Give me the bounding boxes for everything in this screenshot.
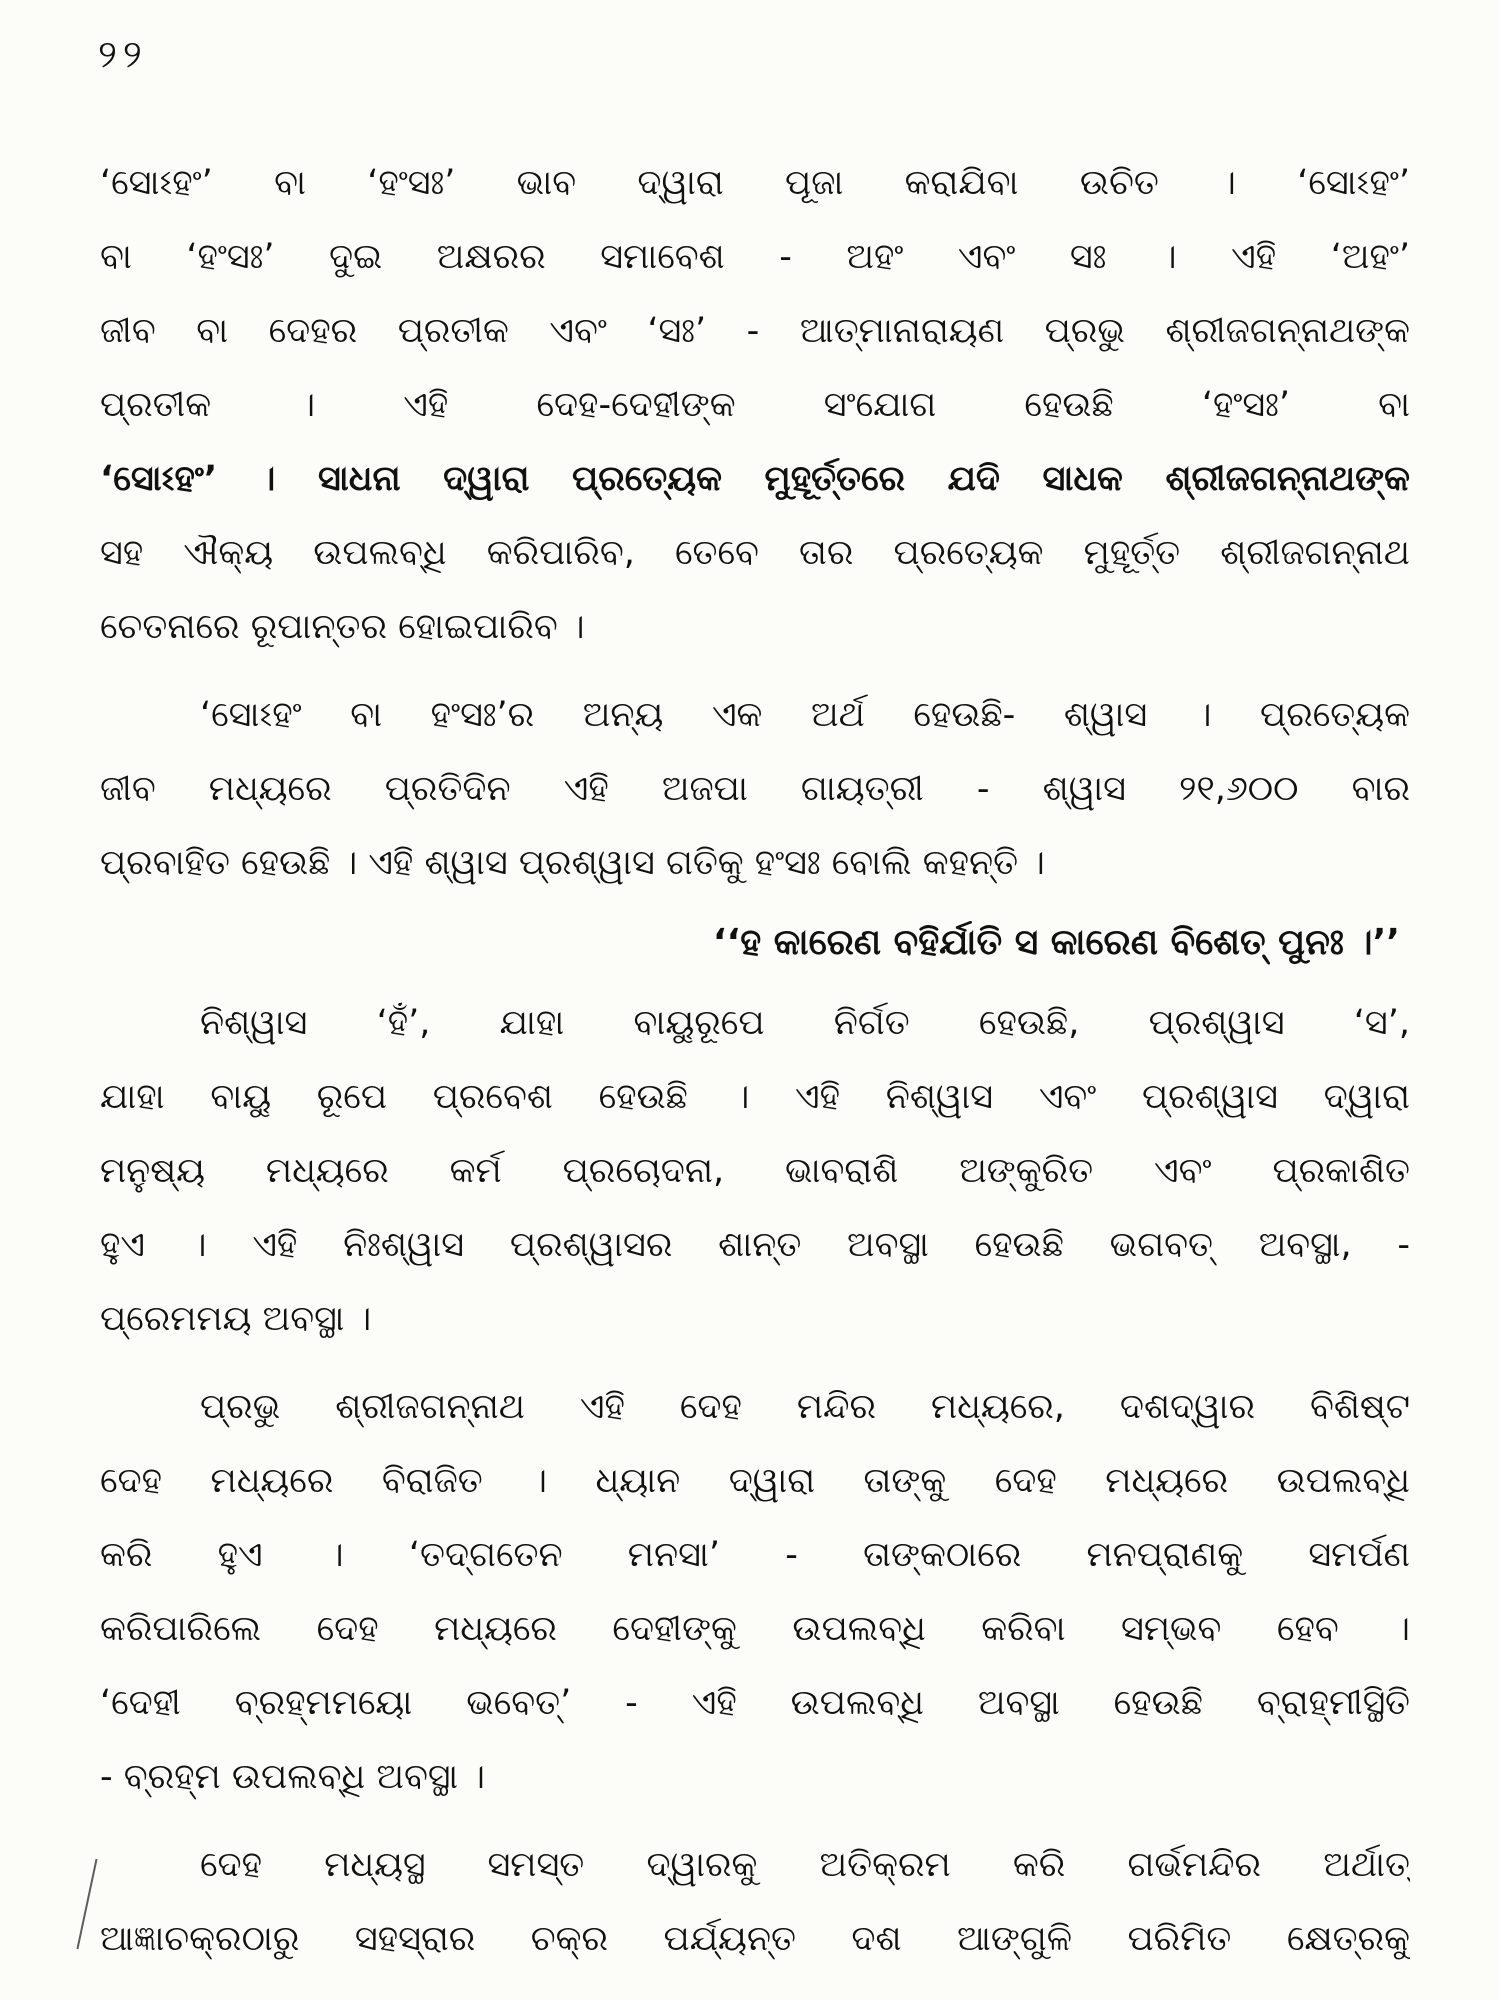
paragraph-2 [100, 678, 1410, 900]
text-line: ସହ ଐକ୍ୟ ଉପଲବ୍ଧି କରିପାରିବ, ତେବେ ତାର ପ୍ରତ୍ୟେକ ମୁହୂର୍ତ୍ତ ଶ୍ରୀଜଗନ୍ନାଥ [100, 533, 1410, 573]
sanskrit-verse: ‘‘ହ କାରେଣ ବହିର୍ଯାତି ସ କାରେଣ ବିଶେତ୍ ପୁନଃ ।’’ [712, 922, 1400, 963]
text-line: ପ୍ରେମମୟ ଅବସ୍ଥା । [100, 1299, 372, 1339]
text-line: - ବ୍ରହ୍ମ ଉପଲବ୍ଧି ଅବସ୍ଥା । [100, 1757, 485, 1797]
page-number: ୨୨ [98, 32, 148, 76]
text-line: କରିପାରିଲେ ଦେହ ମଧ୍ୟରେ ଦେହୀଙ୍କୁ ଉପଲବ୍ଧି କରିବା ସମ୍ଭବ ହେବ । [100, 1609, 1410, 1649]
text-line: ‘ସୋଽହଂ ବା ହଂସଃ’ର ଅନ୍ୟ ଏକ ଅର୍ଥ ହେଉଛି- ଶ୍ୱାସ । ପ୍ରତ୍ୟେକ [200, 695, 1410, 735]
text-line: ଯାହା ବାୟୁ ରୂପେ ପ୍ରବେଶ ହେଉଛି । ଏହି ନିଶ୍ୱାସ ଏବଂ ପ୍ରଶ୍ୱାସ ଦ୍ୱାରା [100, 1077, 1410, 1117]
paragraph-3 [100, 986, 1410, 1356]
paragraph-5 [100, 1828, 1410, 1976]
text-line: ‘ସୋଽହଂ’ । ସାଧନା ଦ୍ୱାରା ପ୍ରତ୍ୟେକ ମୁହୂର୍ତ୍ତରେ ଯଦି ସାଧକ ଶ୍ରୀଜଗନ୍ନାଥଙ୍କ [100, 459, 1410, 499]
text-line: ହୁଏ । ଏହି ନିଃଶ୍ୱାସ ପ୍ରଶ୍ୱାସର ଶାନ୍ତ ଅବସ୍ଥା ହେଉଛି ଭଗବତ୍ ଅବସ୍ଥା, - [100, 1225, 1410, 1265]
text-line: ମନୁଷ୍ୟ ମଧ୍ୟରେ କର୍ମ ପ୍ରଚୋଦନା, ଭାବରାଶି ଅଙ୍କୁରିତ ଏବଂ ପ୍ରକାଶିତ [100, 1151, 1410, 1191]
text-line: ‘ସୋଽହଂ’ ବା ‘ହଂସଃ’ ଭାବ ଦ୍ୱାରା ପୂଜା କରାଯିବା ଉଚିତ । ‘ସୋଽହଂ’ [100, 163, 1410, 203]
text-line: ଆଜ୍ଞାଚକ୍ରଠାରୁ ସହସ୍ରାର ଚକ୍ର ପର୍ଯ୍ୟନ୍ତ ଦଶ ଆଙ୍ଗୁଳି ପରିମିତ କ୍ଷେତ୍ରକୁ [100, 1919, 1410, 1959]
text-line: ପ୍ରଭୁ ଶ୍ରୀଜଗନ୍ନାଥ ଏହି ଦେହ ମନ୍ଦିର ମଧ୍ୟରେ, ଦଶଦ୍ୱାର ବିଶିଷ୍ଟ [200, 1387, 1410, 1427]
pen-mark [76, 1859, 97, 1949]
text-line: ଦେହ ମଧ୍ୟସ୍ଥ ସମସ୍ତ ଦ୍ୱାରକୁ ଅତିକ୍ରମ କରି ଗର୍ଭମନ୍ଦିର ଅର୍ଥାତ୍ [200, 1845, 1410, 1885]
paragraph-gap [100, 664, 1410, 678]
paragraph-gap [100, 1356, 1410, 1370]
text-line: ବା ‘ହଂସଃ’ ଦୁଇ ଅକ୍ଷରର ସମାବେଶ - ଅହଂ ଏବଂ ସଃ । ଏହି ‘ଅହଂ’ [100, 237, 1410, 277]
text-line: ଜୀବ ମଧ୍ୟରେ ପ୍ରତିଦିନ ଏହି ଅଜପା ଗାୟତ୍ରୀ - ଶ୍ୱାସ ୨୧,୬୦୦ ବାର [100, 769, 1410, 809]
paragraph-gap [100, 1814, 1410, 1828]
text-line: ‘ଦେହୀ ବ୍ରହ୍ମମୟୋ ଭବେତ୍’ - ଏହି ଉପଲବ୍ଧି ଅବସ୍ଥା ହେଉଛି ବ୍ରାହ୍ମୀସ୍ଥିତି [100, 1683, 1410, 1723]
text-line: ପ୍ରବାହିତ ହେଉଛି । ଏହି ଶ୍ୱାସ ପ୍ରଶ୍ୱାସ ଗତିକୁ ହଂସଃ ବୋଲି କହନ୍ତି । [100, 843, 1045, 883]
page-body [100, 146, 1410, 1976]
text-line: ଜୀବ ବା ଦେହର ପ୍ରତୀକ ଏବଂ ‘ସଃ’ - ଆତ୍ମାନାରାୟଣ ପ୍ରଭୁ ଶ୍ରୀଜଗନ୍ନାଥଙ୍କ [100, 311, 1410, 351]
text-line: ଚେତନାରେ ରୂପାନ୍ତର ହୋଇପାରିବ । [100, 607, 585, 647]
text-line: ପ୍ରତୀକ । ଏହି ଦେହ-ଦେହୀଙ୍କ ସଂଯୋଗ ହେଉଛି ‘ହଂସଃ’ ବା [100, 385, 1410, 425]
text-line: ନିଶ୍ୱାସ ‘ହଁ’, ଯାହା ବାୟୁରୂପେ ନିର୍ଗତ ହେଉଛି, ପ୍ରଶ୍ୱାସ ‘ସ’, [200, 1003, 1410, 1043]
paragraph-4 [100, 1370, 1410, 1814]
text-line: ଦେହ ମଧ୍ୟରେ ବିରାଜିତ । ଧ୍ୟାନ ଦ୍ୱାରା ତାଙ୍କୁ ଦେହ ମଧ୍ୟରେ ଉପଲବ୍ଧି [100, 1461, 1410, 1501]
text-line: କରି ହୁଏ । ‘ତଦ୍‌ଗତେନ ମନସା’ - ତାଙ୍କଠାରେ ମନପ୍ରାଣକୁ ସମର୍ପଣ [100, 1535, 1410, 1575]
paragraph-1 [100, 146, 1410, 664]
